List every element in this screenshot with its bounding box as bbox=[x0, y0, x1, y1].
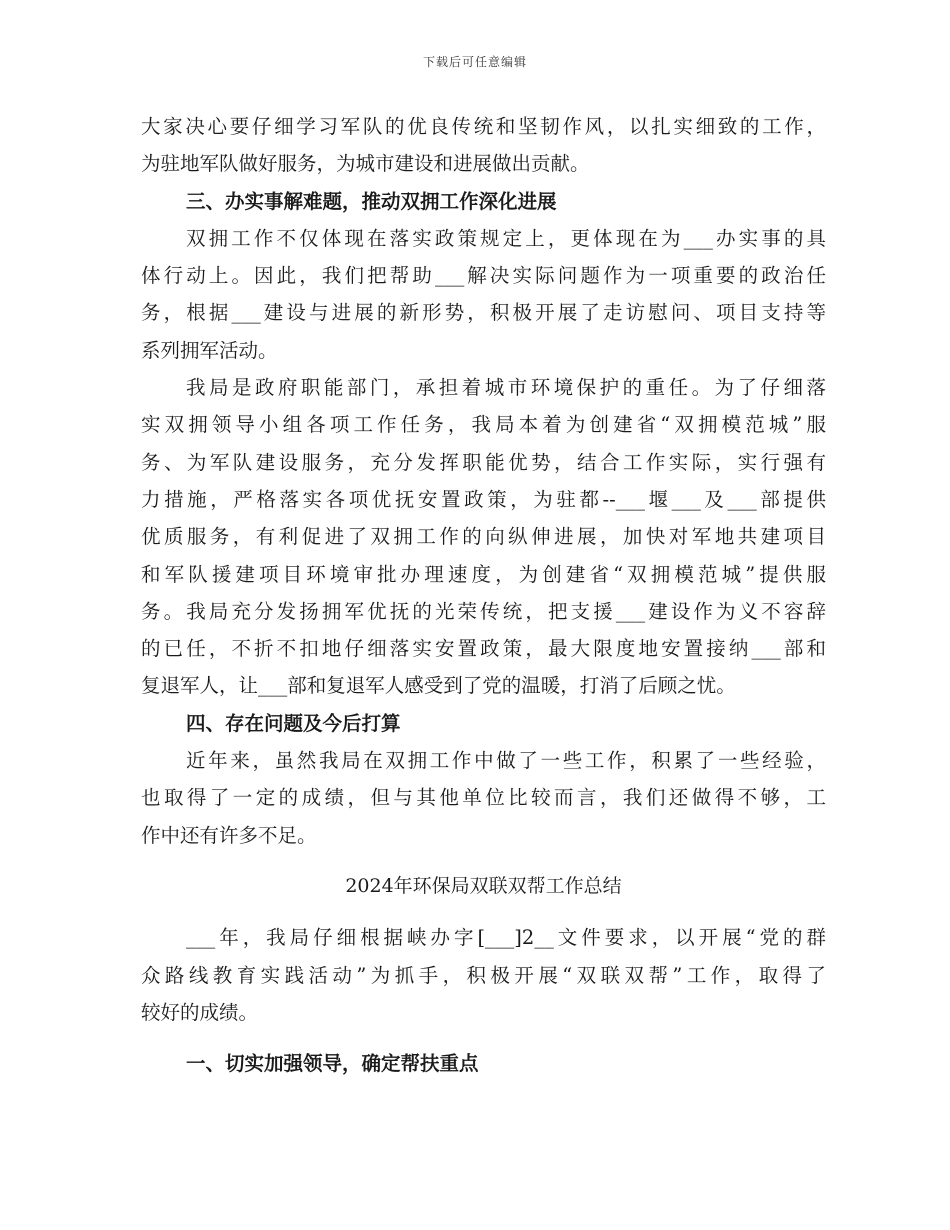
spacer bbox=[141, 854, 826, 868]
paragraph-line: 作中还有许多不足。 bbox=[141, 823, 317, 847]
paragraph-line: 近年来，虽然我局在双拥工作中做了一些工作，积累了一些经验， bbox=[186, 749, 826, 773]
section-heading: 四、存在问题及今后打算 bbox=[186, 711, 401, 735]
spacer bbox=[141, 905, 826, 919]
paragraph-line: 大家决心要仔细学习军队的优良传统和坚韧作风，以扎实细致的工作， bbox=[141, 115, 826, 138]
paragraph-line: 较好的成绩。 bbox=[141, 1000, 259, 1024]
document-body bbox=[141, 108, 826, 1082]
page-header: 下载后可任意编辑 bbox=[422, 55, 527, 69]
paragraph-line: 我局是政府职能部门，承担着城市环境保护的重任。为了仔细落 bbox=[186, 376, 826, 400]
paragraph-line: 务。我局充分发扬拥军优抚的光荣传统，把支援___建设作为义不容辞 bbox=[141, 599, 826, 623]
paragraph-line: 众路线教育实践活动”为抓手，积极开展“双联双帮”工作，取得了 bbox=[141, 963, 826, 987]
section-heading: 一、切实加强领导，确定帮扶重点 bbox=[186, 1052, 479, 1076]
paragraph-line: 双拥工作不仅体现在落实政策规定上，更体现在为___办实事的具 bbox=[186, 226, 826, 250]
section-heading: 三、办实事解难题，推动双拥工作深化进展 bbox=[186, 189, 557, 213]
paragraph-line: 系列拥军活动。 bbox=[141, 338, 278, 362]
paragraph-line: 体行动上。因此，我们把帮助___解决实际问题作为一项重要的政治任 bbox=[141, 264, 826, 288]
paragraph-line: 的已任，不折不扣地仔细落实安置政策，最大限度地安置接纳___部和 bbox=[141, 637, 826, 661]
paragraph-line: 为驻地军队做好服务，为城市建设和进展做出贡献。 bbox=[141, 152, 590, 176]
paragraph-line: ___年，我局仔细根据峡办字[___]2__文件要求，以开展“党的群 bbox=[186, 926, 826, 950]
spacer bbox=[141, 1031, 826, 1045]
paragraph-line: 也取得了一定的成绩，但与其他单位比较而言，我们还做得不够，工 bbox=[141, 786, 826, 810]
document-title: 2024年环保局双联双帮工作总结 bbox=[345, 874, 622, 897]
paragraph-line: 力措施，严格落实各项优抚安置政策，为驻都--___堰___及___部提供 bbox=[141, 487, 826, 511]
paragraph-line: 优质服务，有利促进了双拥工作的向纵伸进展，加快对军地共建项目 bbox=[141, 525, 826, 549]
paragraph-line: 和军队援建项目环境审批办理速度，为创建省“双拥模范城”提供服 bbox=[141, 562, 826, 586]
paragraph-line: 复退军人，让___部和复退军人感受到了党的温暖，打消了后顾之忧。 bbox=[141, 674, 736, 698]
paragraph-line: 务，根据___建设与进展的新形势，积极开展了走访慰问、项目支持等 bbox=[141, 301, 826, 325]
paragraph-line: 实双拥领导小组各项工作任务，我局本着为创建省“双拥模范城”服 bbox=[141, 413, 826, 437]
paragraph-line: 务、为军队建设服务，充分发挥职能优势，结合工作实际，实行强有 bbox=[141, 450, 826, 474]
